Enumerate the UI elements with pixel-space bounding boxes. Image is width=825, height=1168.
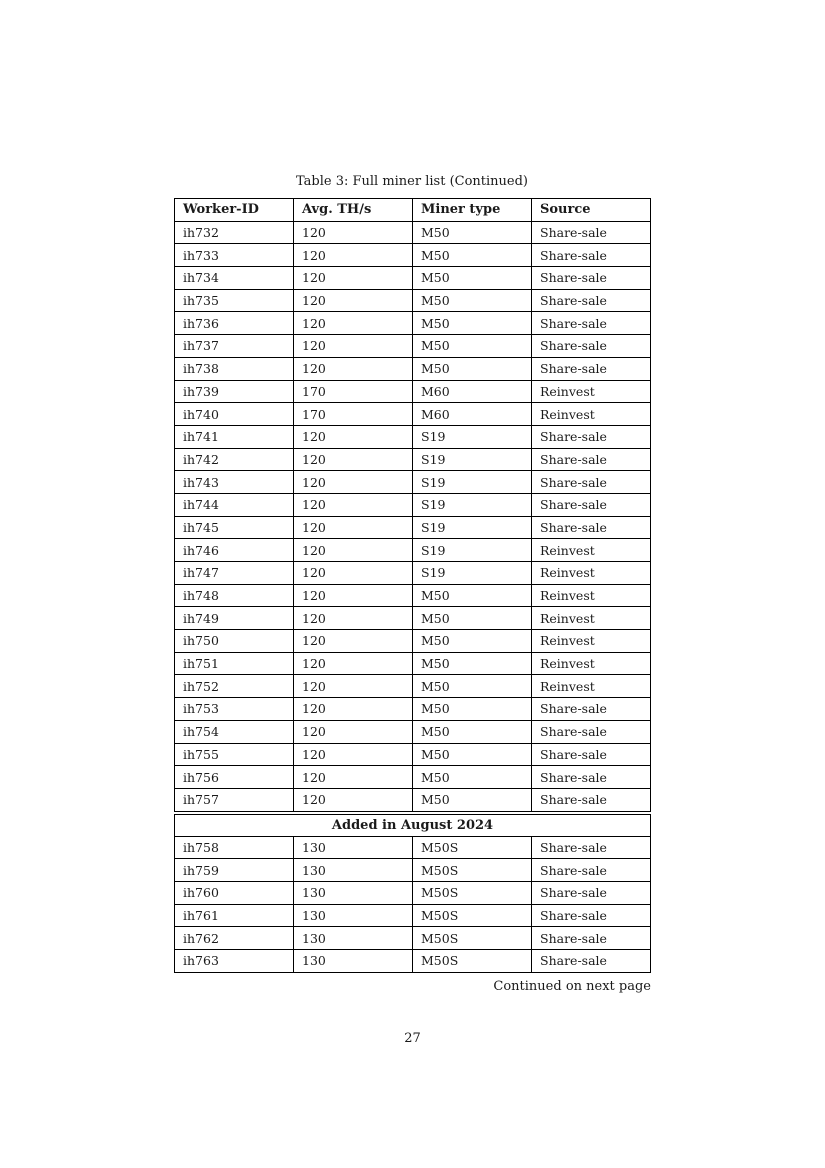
worker-id-cell: ih756 <box>175 766 294 789</box>
avg-ths-cell: 120 <box>294 289 413 312</box>
source-cell: Share-sale <box>532 859 651 882</box>
miner-type-cell: S19 <box>413 562 532 585</box>
source-cell: Share-sale <box>532 448 651 471</box>
miner-type-cell: M50 <box>413 766 532 789</box>
avg-ths-cell: 120 <box>294 335 413 358</box>
source-cell: Share-sale <box>532 766 651 789</box>
avg-ths-cell: 120 <box>294 357 413 380</box>
worker-id-cell: ih736 <box>175 312 294 335</box>
worker-id-cell: ih739 <box>175 380 294 403</box>
table-row <box>175 881 651 904</box>
miner-type-cell: S19 <box>413 516 532 539</box>
miner-type-cell: M50 <box>413 584 532 607</box>
source-cell: Share-sale <box>532 904 651 927</box>
table-row <box>175 584 651 607</box>
worker-id-cell: ih747 <box>175 562 294 585</box>
miner-type-cell: S19 <box>413 425 532 448</box>
table-row <box>175 335 651 358</box>
miner-type-cell: M50S <box>413 881 532 904</box>
source-cell: Reinvest <box>532 380 651 403</box>
column-header-worker-id: Worker-ID <box>175 199 294 222</box>
source-cell: Reinvest <box>532 562 651 585</box>
miner-type-cell: M50 <box>413 357 532 380</box>
section-heading-row <box>175 814 651 836</box>
miner-type-cell: M50 <box>413 244 532 267</box>
avg-ths-cell: 170 <box>294 380 413 403</box>
worker-id-cell: ih758 <box>175 836 294 859</box>
worker-id-cell: ih761 <box>175 904 294 927</box>
table-row <box>175 652 651 675</box>
worker-id-cell: ih743 <box>175 471 294 494</box>
worker-id-cell: ih760 <box>175 881 294 904</box>
avg-ths-cell: 130 <box>294 836 413 859</box>
source-cell: Share-sale <box>532 881 651 904</box>
worker-id-cell: ih735 <box>175 289 294 312</box>
worker-id-cell: ih750 <box>175 630 294 653</box>
table-body <box>175 221 651 811</box>
worker-id-cell: ih752 <box>175 675 294 698</box>
miner-type-cell: M50 <box>413 267 532 290</box>
miner-table <box>174 198 651 973</box>
avg-ths-cell: 120 <box>294 743 413 766</box>
miner-type-cell: M50 <box>413 720 532 743</box>
table-row <box>175 357 651 380</box>
miner-type-cell: M60 <box>413 403 532 426</box>
miner-type-cell: S19 <box>413 539 532 562</box>
source-cell: Share-sale <box>532 357 651 380</box>
page-number: 27 <box>404 1031 421 1046</box>
source-cell: Share-sale <box>532 950 651 973</box>
worker-id-cell: ih748 <box>175 584 294 607</box>
avg-ths-cell: 130 <box>294 859 413 882</box>
source-cell: Share-sale <box>532 244 651 267</box>
worker-id-cell: ih745 <box>175 516 294 539</box>
avg-ths-cell: 130 <box>294 927 413 950</box>
table-header-row <box>175 199 651 222</box>
avg-ths-cell: 120 <box>294 562 413 585</box>
table-row <box>175 698 651 721</box>
avg-ths-cell: 120 <box>294 766 413 789</box>
column-header-miner-type: Miner type <box>413 199 532 222</box>
source-cell: Share-sale <box>532 312 651 335</box>
avg-ths-cell: 130 <box>294 950 413 973</box>
table-row <box>175 267 651 290</box>
worker-id-cell: ih733 <box>175 244 294 267</box>
worker-id-cell: ih741 <box>175 425 294 448</box>
avg-ths-cell: 120 <box>294 675 413 698</box>
miner-type-cell: M50S <box>413 950 532 973</box>
worker-id-cell: ih759 <box>175 859 294 882</box>
table-row <box>175 425 651 448</box>
section-heading: Added in August 2024 <box>175 814 651 836</box>
miner-type-cell: M50 <box>413 289 532 312</box>
worker-id-cell: ih744 <box>175 493 294 516</box>
table-row <box>175 743 651 766</box>
worker-id-cell: ih754 <box>175 720 294 743</box>
table-row <box>175 380 651 403</box>
avg-ths-cell: 120 <box>294 493 413 516</box>
continued-note: Continued on next page <box>493 979 651 994</box>
table-row <box>175 312 651 335</box>
miner-type-cell: M50S <box>413 859 532 882</box>
source-cell: Reinvest <box>532 652 651 675</box>
table-row <box>175 516 651 539</box>
worker-id-cell: ih742 <box>175 448 294 471</box>
avg-ths-cell: 120 <box>294 425 413 448</box>
miner-type-cell: M50 <box>413 607 532 630</box>
worker-id-cell: ih763 <box>175 950 294 973</box>
source-cell: Share-sale <box>532 471 651 494</box>
table-row <box>175 471 651 494</box>
table-row <box>175 927 651 950</box>
table-row <box>175 859 651 882</box>
worker-id-cell: ih749 <box>175 607 294 630</box>
miner-type-cell: M50 <box>413 335 532 358</box>
worker-id-cell: ih757 <box>175 788 294 811</box>
miner-type-cell: M50 <box>413 630 532 653</box>
miner-type-cell: M50 <box>413 221 532 244</box>
avg-ths-cell: 120 <box>294 516 413 539</box>
miner-type-cell: M50S <box>413 927 532 950</box>
table-row <box>175 493 651 516</box>
source-cell: Share-sale <box>532 493 651 516</box>
table-row <box>175 244 651 267</box>
worker-id-cell: ih732 <box>175 221 294 244</box>
miner-type-cell: M50 <box>413 743 532 766</box>
source-cell: Share-sale <box>532 836 651 859</box>
column-header-source: Source <box>532 199 651 222</box>
miner-type-cell: S19 <box>413 493 532 516</box>
source-cell: Share-sale <box>532 927 651 950</box>
source-cell: Reinvest <box>532 403 651 426</box>
avg-ths-cell: 120 <box>294 788 413 811</box>
source-cell: Share-sale <box>532 425 651 448</box>
table-row <box>175 221 651 244</box>
avg-ths-cell: 120 <box>294 267 413 290</box>
worker-id-cell: ih762 <box>175 927 294 950</box>
source-cell: Share-sale <box>532 788 651 811</box>
miner-type-cell: S19 <box>413 471 532 494</box>
avg-ths-cell: 120 <box>294 698 413 721</box>
table-caption: Table 3: Full miner list (Continued) <box>295 174 528 189</box>
table-row <box>175 539 651 562</box>
miner-type-cell: M50 <box>413 788 532 811</box>
avg-ths-cell: 120 <box>294 312 413 335</box>
table-row <box>175 720 651 743</box>
miner-type-cell: M50 <box>413 312 532 335</box>
avg-ths-cell: 130 <box>294 904 413 927</box>
table-row <box>175 950 651 973</box>
source-cell: Reinvest <box>532 539 651 562</box>
avg-ths-cell: 120 <box>294 244 413 267</box>
table-row <box>175 836 651 859</box>
table-row <box>175 788 651 811</box>
table-row <box>175 630 651 653</box>
table-row <box>175 904 651 927</box>
miner-type-cell: M50S <box>413 836 532 859</box>
avg-ths-cell: 120 <box>294 539 413 562</box>
avg-ths-cell: 120 <box>294 720 413 743</box>
worker-id-cell: ih738 <box>175 357 294 380</box>
worker-id-cell: ih753 <box>175 698 294 721</box>
miner-type-cell: M50 <box>413 652 532 675</box>
miner-type-cell: M60 <box>413 380 532 403</box>
source-cell: Share-sale <box>532 335 651 358</box>
source-cell: Share-sale <box>532 267 651 290</box>
table-row <box>175 766 651 789</box>
table-row <box>175 562 651 585</box>
source-cell: Reinvest <box>532 584 651 607</box>
table-row <box>175 607 651 630</box>
worker-id-cell: ih746 <box>175 539 294 562</box>
worker-id-cell: ih734 <box>175 267 294 290</box>
avg-ths-cell: 130 <box>294 881 413 904</box>
miner-type-cell: S19 <box>413 448 532 471</box>
miner-type-cell: M50 <box>413 698 532 721</box>
section-august-2024 <box>175 811 651 836</box>
miner-type-cell: M50 <box>413 675 532 698</box>
avg-ths-cell: 120 <box>294 448 413 471</box>
source-cell: Share-sale <box>532 289 651 312</box>
source-cell: Share-sale <box>532 698 651 721</box>
worker-id-cell: ih740 <box>175 403 294 426</box>
avg-ths-cell: 120 <box>294 652 413 675</box>
avg-ths-cell: 120 <box>294 471 413 494</box>
worker-id-cell: ih751 <box>175 652 294 675</box>
source-cell: Share-sale <box>532 720 651 743</box>
section-body <box>175 836 651 972</box>
source-cell: Reinvest <box>532 607 651 630</box>
source-cell: Reinvest <box>532 675 651 698</box>
table-row <box>175 289 651 312</box>
avg-ths-cell: 120 <box>294 607 413 630</box>
worker-id-cell: ih737 <box>175 335 294 358</box>
source-cell: Share-sale <box>532 743 651 766</box>
worker-id-cell: ih755 <box>175 743 294 766</box>
avg-ths-cell: 120 <box>294 221 413 244</box>
avg-ths-cell: 120 <box>294 584 413 607</box>
source-cell: Share-sale <box>532 516 651 539</box>
avg-ths-cell: 120 <box>294 630 413 653</box>
avg-ths-cell: 170 <box>294 403 413 426</box>
miner-type-cell: M50S <box>413 904 532 927</box>
table-row <box>175 403 651 426</box>
column-header-avg-ths: Avg. TH/s <box>294 199 413 222</box>
table-row <box>175 448 651 471</box>
source-cell: Share-sale <box>532 221 651 244</box>
table-row <box>175 675 651 698</box>
source-cell: Reinvest <box>532 630 651 653</box>
